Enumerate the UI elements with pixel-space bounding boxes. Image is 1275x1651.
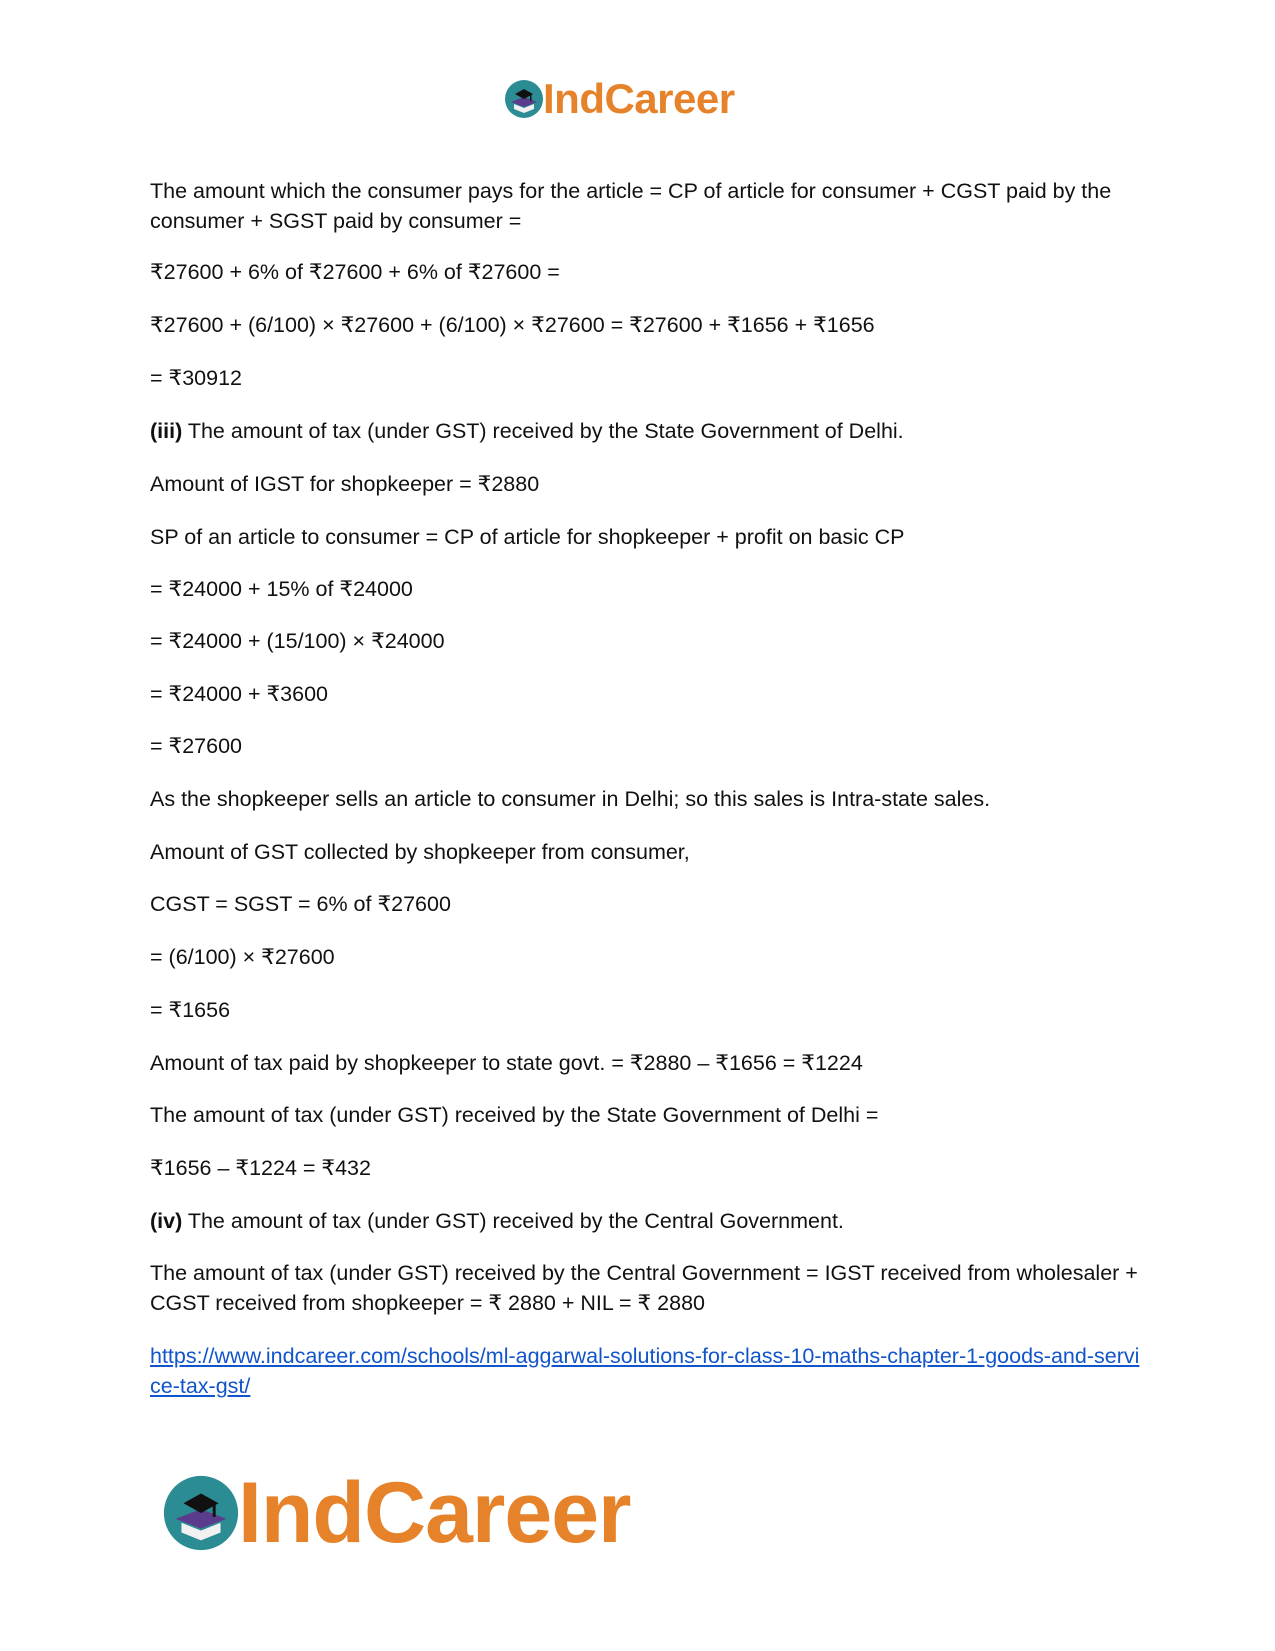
paragraph: ₹27600 + (6/100) × ₹27600 + (6/100) × ₹27600 = ₹27600 + ₹1656 + ₹1656	[150, 313, 875, 337]
graduation-book-logo-icon	[160, 1472, 242, 1554]
paragraph: = ₹1656	[150, 998, 231, 1022]
paragraph: Amount of tax paid by shopkeeper to state govt. = ₹2880 – ₹1656 = ₹1224	[150, 1051, 863, 1075]
section-heading	[150, 1206, 1140, 1236]
part-text: The amount of tax (under GST) received by the Central Government.	[182, 1209, 844, 1233]
paragraph: = ₹24000 + 15% of ₹24000	[150, 577, 413, 601]
paragraph: As the shopkeeper sells an article to consumer in Delhi; so this sales is Intra-state sales.	[150, 787, 991, 811]
paragraph: = ₹24000 + ₹3600	[150, 682, 329, 706]
part-label: (iii)	[150, 419, 183, 443]
part-text: The amount of tax (under GST) received by the State Government of Delhi.	[182, 419, 904, 443]
paragraph: ₹1656 – ₹1224 = ₹432	[150, 1156, 371, 1180]
section-heading	[150, 416, 1140, 446]
brand-wordmark: IndCareer	[543, 75, 735, 122]
brand-wordmark: IndCareer	[238, 1465, 631, 1561]
graduation-book-logo-icon	[503, 78, 545, 120]
paragraph: = ₹24000 + (15/100) × ₹24000	[150, 629, 445, 653]
header-logo	[503, 75, 735, 122]
source-link-paragraph	[150, 1341, 1140, 1401]
paragraph: ₹27600 + 6% of ₹27600 + 6% of ₹27600 =	[150, 260, 560, 284]
source-link[interactable]: https://www.indcareer.com/schools/ml-aggarwal-solutions-for-class-10-maths-chapter-1-goods-and-service-tax-gst/	[150, 1344, 1140, 1398]
part-label: (iv)	[150, 1209, 183, 1233]
paragraph: = ₹30912	[150, 366, 242, 390]
paragraph: The amount of tax (under GST) received by the Central Government = IGST received from wholesaler + CGST received from shopkeeper = ₹ 2880 + NIL = ₹ 2880	[150, 1261, 1138, 1315]
paragraph: = (6/100) × ₹27600	[150, 945, 335, 969]
paragraph: = ₹27600	[150, 734, 242, 758]
paragraph: The amount which the consumer pays for the article = CP of article for consumer + CGST paid by the consumer + SGST paid by consumer =	[150, 179, 1112, 233]
paragraph: CGST = SGST = 6% of ₹27600	[150, 892, 451, 916]
footer-logo	[160, 1465, 631, 1561]
paragraph: The amount of tax (under GST) received by the State Government of Delhi =	[150, 1103, 879, 1127]
paragraph: Amount of GST collected by shopkeeper from consumer,	[150, 840, 690, 864]
paragraph: Amount of IGST for shopkeeper = ₹2880	[150, 472, 540, 496]
paragraph: SP of an article to consumer = CP of article for shopkeeper + profit on basic CP	[150, 525, 905, 549]
solution-content	[150, 176, 1140, 1401]
